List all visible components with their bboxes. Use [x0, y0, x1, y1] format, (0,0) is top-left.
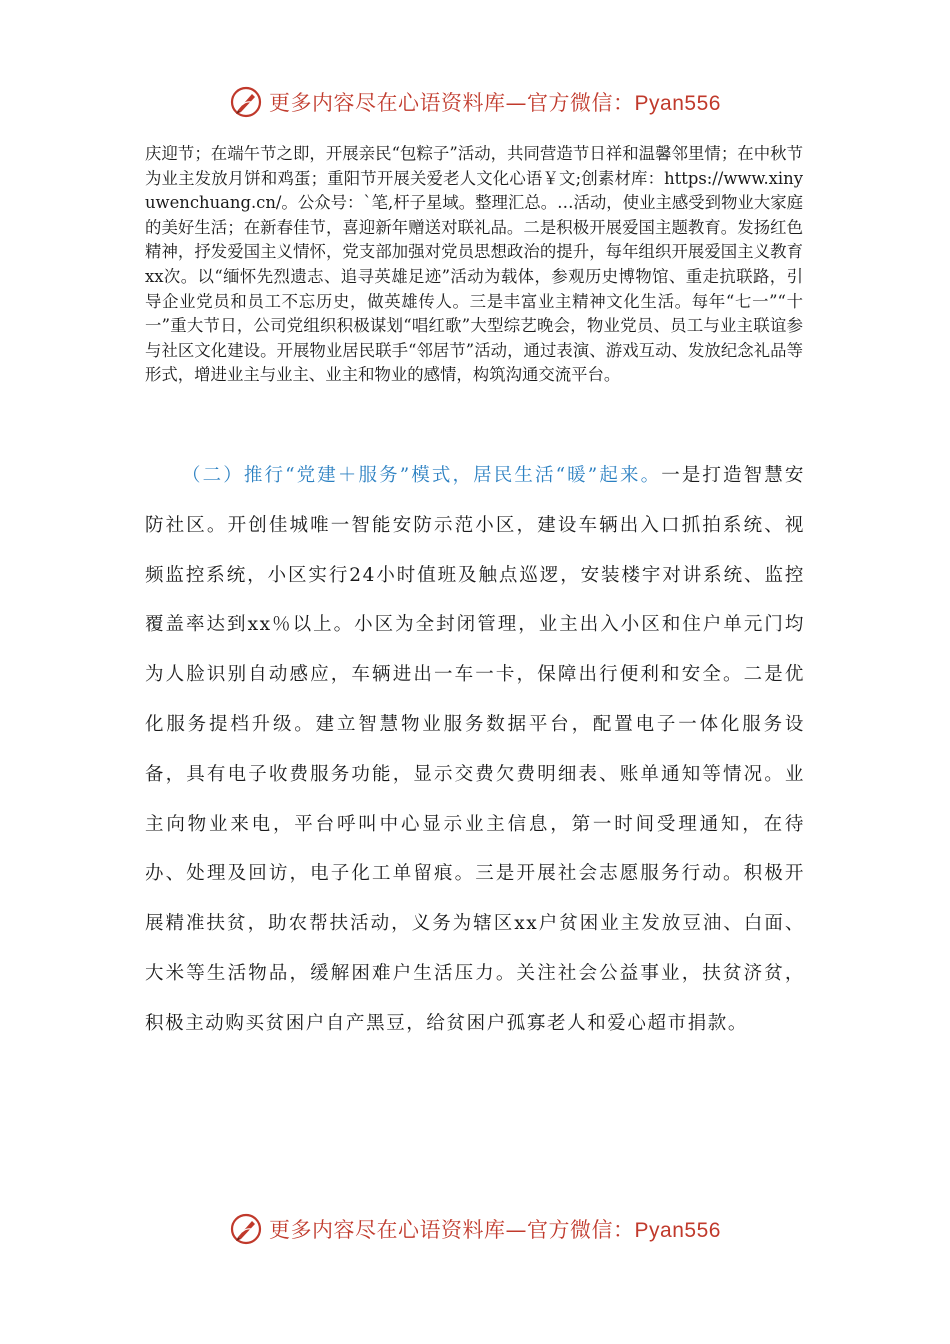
- header-banner-text: 更多内容尽在心语资料库—官方微信：Pyan556: [269, 91, 721, 115]
- paragraph-activities: 庆迎节；在端午节之即，开展亲民“包粽子”活动，共同营造节日祥和温馨邻里情；在中秋节为业主发放月饼和鸡蛋；重阳节开展关爱老人文化心语￥文;创素材库：https://www.xinyuwenchuang.cn/。公众号：`笔,杆子星域。整理汇总。…活动，使业主感受到物业大家庭的美好生活；在新春佳节，喜迎新年赠送对联礼品。二是积极开展爱国主题教育。发扬红色精神，抒发爱国主义情怀，党支部加强对党员思想政治的提升，每年组织开展爱国主义教育xx次。以“缅怀先烈遗志、追寻英雄足迹”活动为载体，参观历史博物馆、重走抗联路，引导企业党员和员工不忘历史，做英雄传人。三是丰富业主精神文化生活。每年“七一”“十一”重大节日，公司党组织积极谋划“唱红歌”大型综艺晚会，物业党员、员工与业主联谊参与社区文化建设。开展物业居民联手“邻居节”活动，通过表演、游戏互动、发放纪念礼品等形式，增进业主与业主、业主和物业的感情，构筑沟通交流平台。: [145, 144, 803, 385]
- wechat-id: Pyan556: [634, 1219, 721, 1242]
- wechat-id: Pyan556: [634, 92, 721, 115]
- pen-logo-icon: [229, 85, 263, 119]
- section-heading: （二）推行“党建＋服务”模式，居民生活“暖”起来。: [182, 465, 662, 486]
- footer-banner-text: 更多内容尽在心语资料库—官方微信：Pyan556: [269, 1218, 721, 1242]
- footer-banner: [0, 1209, 950, 1249]
- header-banner: [0, 82, 950, 122]
- section-body: 一是打造智慧安防社区。开创佳城唯一智能安防示范小区，建设车辆出入口抓拍系统、视频监控系统，小区实行24小时值班及触点巡逻，安装楼宇对讲系统、监控覆盖率达到xx％以上。小区为全封闭管理，业主出入小区和住户单元门均为人脸识别自动感应，车辆进出一车一卡，保障出行便利和安全。二是优化服务提档升级。建立智慧物业服务数据平台，配置电子一体化服务设备，具有电子收费服务功能，显示交费欠费明细表、账单通知等情况。业主向物业来电，平台呼叫中心显示业主信息，第一时间受理通知，在待办、处理及回访，电子化工单留痕。三是开展社会志愿服务行动。积极开展精准扶贫，助农帮扶活动，义务为辖区xx户贫困业主发放豆油、白面、大米等生活物品，缓解困难户生活压力。关注社会公益事业，扶贫济贫，积极主动购买贫困户自产黑豆，给贫困户孤寡老人和爱心超市捐款。: [145, 465, 805, 1034]
- paragraph-party-service: [145, 451, 805, 1049]
- pen-logo-icon: [229, 1212, 263, 1246]
